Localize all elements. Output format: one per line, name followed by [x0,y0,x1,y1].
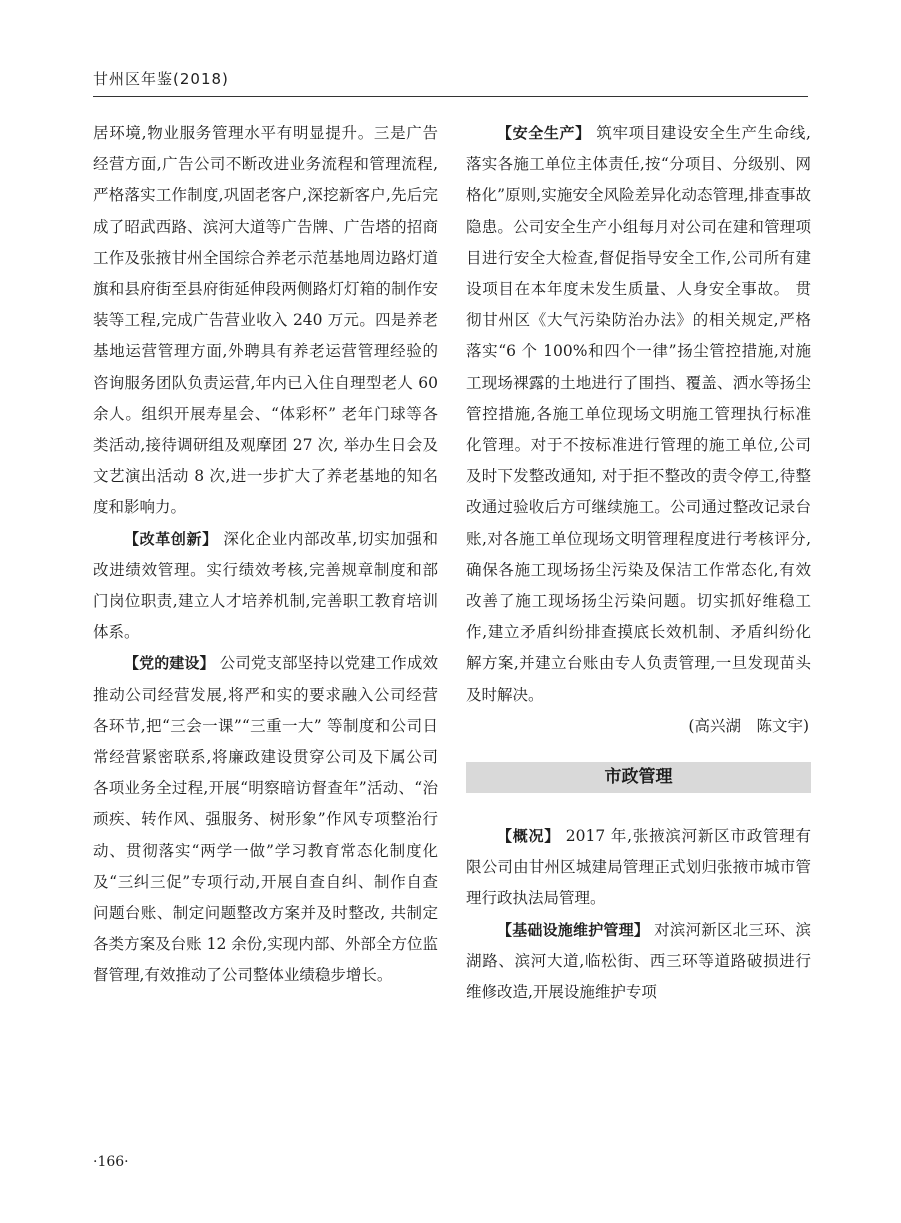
header-title: 甘州区年鉴(2018) [93,70,229,88]
infrastructure-heading: 【基础设施维护管理】 [497,920,650,939]
section-title: 市政管理 [604,767,673,788]
safety-heading: 【安全生产】 [497,124,591,142]
reform-text: 深化企业内部改革,切实加强和改进绩效管理。实行绩效考核,完善规章制度和部门岗位职责,建立人才培养机制,完善职工教育培训体系。 [93,529,438,642]
overview-heading: 【概况】 [497,827,561,846]
party-text: 公司党支部坚持以党建工作成效推动公司经营发展,将严和实的要求融入公司经营各环节,把“三会一课”“三重一大” 等制度和公司日常经营紧密联系,将廉政建设贯穿公司及下属公司各项业务全过程,开展“明察暗访督查年”活动、“治顽疾、转作风、强服务、树形象”作风专项整治行动、贯彻落实“两学一做”学习教育常态化制度化及“三纠三促”专项行动,开展自查自纠、制作自查问题台账、制定问题整改方案并及时整改, 共制定各类方案及台账 12 余份,实现内部、外部全方位监督管理,有效推动了公司整体业绩稳步增长。 [93,654,438,985]
paragraph-continuation: 居环境,物业服务管理水平有明显提升。三是广告经营方面,广告公司不断改进业务流程和管理流程,严格落实工作制度,巩固老客户,深挖新客户,先后完成了昭武西路、滨河大道等广告牌、广告塔的招商工作及张掖甘州全国综合养老示范基地周边路灯道旗和县府街至县府街延伸段两侧路灯灯箱的制作安装等工程,完成广告营业收入 240 万元。四是养老基地运营管理方面,外聘具有养老运营管理经验的咨询服务团队负责运营,年内已入住自理型老人 60 余人。组织开展寿星会、“体彩杯” 老年门球等各类活动,接待调研组及观摩团 27 次, 举办生日会及文艺演出活动 8 次,进一步扩大了养老基地的知名度和影响力。 [93,124,438,517]
party-heading: 【党的建设】 [124,654,215,673]
section-title-bar [466,762,811,793]
page-number: ·166· [93,1154,129,1170]
paragraph-reform [93,524,438,649]
infrastructure-text: 对滨河新区北三环、滨湖路、滨河大道,临松街、西三环等道路破损进行维修改造,开展设施维护专项 [466,920,811,1002]
author-credit: (高兴湖 陈文宇) [688,716,809,735]
left-column [93,118,438,992]
safety-text: 筑牢项目建设安全生产生命线,落实各施工单位主体责任,按“分项目、分级别、网格化”原则,实施安全风险差异化动态管理,排查事故隐患。公司安全生产小组每月对公司在建和管理项目进行安全大检查,督促指导安全工作,公司所有建设项目在本年度未发生质量、人身安全事故。 贯彻甘州区《大气污染防治办法》的相关规定,严格落实“6 个 100%和四个一律”扬尘管控措施,对施工现场裸露的土地进行了围挡、覆盖、洒水等扬尘管控措施,各施工单位现场文明施工管理执行标准化管理。对于不按标准进行管理的施工单位,公司及时下发整改通知, 对于拒不整改的责令停工,待整改通过验收后方可继续施工。公司通过整改记录台账,对各施工单位现场文明管理程度进行考核评分,确保各施工现场扬尘污染及保洁工作常态化,有效改善了施工现场扬尘污染问题。切实抓好维稳工作,建立矛盾纠纷排查摸底长效机制、矛盾纠纷化解方案,并建立台账由专人负责管理,一旦发现苗头及时解决。 [466,124,811,704]
overview-text: 2017 年,张掖滨河新区市政管理有限公司由甘州区城建局管理正式划归张掖市城市管理行政执法局管理。 [466,827,811,908]
right-column [466,118,811,1008]
paragraph-infrastructure [466,915,811,1009]
paragraph-party [93,648,438,991]
paragraph-overview [466,821,811,915]
reform-heading: 【改革创新】 [124,529,218,548]
paragraph-safety [466,118,811,711]
running-header [93,66,808,97]
